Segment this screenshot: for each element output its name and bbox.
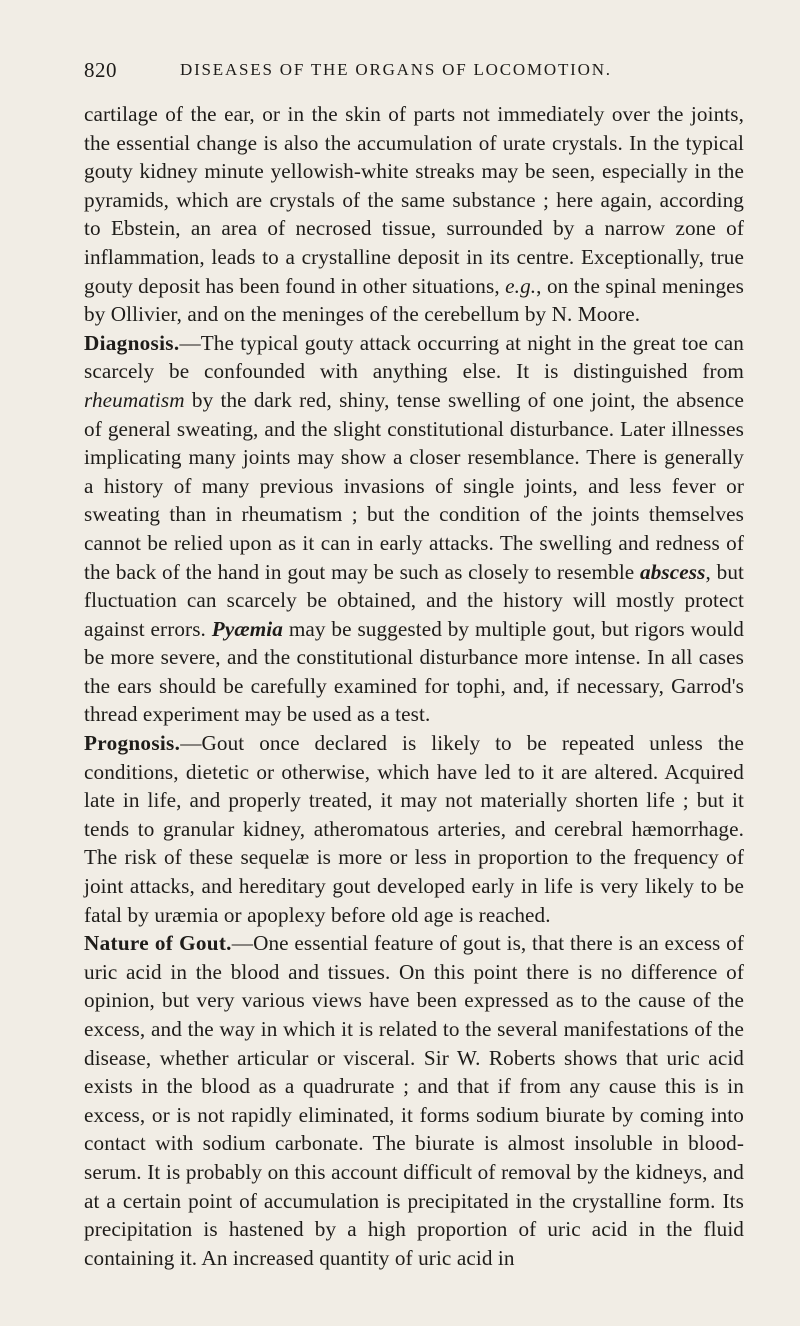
italic-term-rheumatism: rheumatism [84, 387, 185, 412]
italic-abbreviation: e.g. [505, 273, 537, 298]
paragraph-text: may be suggested by multiple gout, but rigors would be more severe, and the constitutional disturbance more intense. In all cases the ears should be carefully examined for tophi, and, if necessary, Garrod's thread experiment may be used as a test. [84, 616, 744, 727]
italic-term-abscess: abscess [640, 559, 706, 584]
section-heading-diagnosis: Diagnosis. [84, 330, 180, 355]
paragraph-text: cartilage of the ear, or in the skin of parts not immediately over the joints, the essential change is also the accumulation of urate crystals. In the typical gouty kidney minute yellowish-white streaks may be seen, especially in the pyramids, which are crystals of the same substance ; here again, according to Ebstein, an area of necrosed tissue, surrounded by a narrow zone of inflammation, leads to a crystalline deposit in its centre. Exceptionally, true gouty deposit has been found in other situations, [84, 102, 744, 298]
section-heading-nature-of-gout: Nature of Gout. [84, 931, 232, 956]
running-head: DISEASES OF THE ORGANS OF LOCOMOTION. [180, 60, 612, 79]
paragraph-nature-of-gout [84, 929, 744, 1272]
body-text [84, 100, 744, 1272]
paragraph-text: by the dark red, shiny, tense swelling of one joint, the absence of general sweating, and the slight constitutional disturbance. Later illnesses implicating many joints may show a closer resemblance. There is generally a history of many previous invasions of single joints, and less fever or sweating than in rheumatism ; but the condition of the joints themselves cannot be relied upon as it can in early attacks. The swelling and redness of the back of the hand in gout may be such as closely to resemble [84, 387, 744, 584]
paragraph-text: —The typical gouty attack occurring at night in the great toe can scarcely be confounded with anything else. It is distinguished from [84, 330, 744, 384]
paragraph-text: —One essential feature of gout is, that there is an excess of uric acid in the blood and tissues. On this point there is no difference of opinion, but very various views have been expressed as to the cause of the excess, and the way in which it is related to the several manifestations of the disease, whether articular or visceral. Sir W. Roberts shows that uric acid exists in the blood as a quadrurate ; and that if from any cause this is in excess, or is not rapidly eliminated, it forms sodium biurate by coming into contact with sodium carbonate. The biurate is almost insoluble in blood-serum. It is probably on this account difficult of removal by the kidneys, and at a certain point of accumulation is precipitated in the crystalline form. Its precipitation is hastened by a high proportion of uric acid in the fluid containing it. An increased quantity of uric acid in [84, 931, 744, 1270]
paragraph-text: —Gout once declared is likely to be repeated unless the conditions, dietetic or otherwise, which have led to it are altered. Acquired late in life, and properly treated, it may not materially shorten life ; but it tends to granular kidney, atheromatous arteries, and cerebral hæmorrhage. The risk of these sequelæ is more or less in proportion to the frequency of joint attacks, and hereditary gout developed early in life is very likely to be fatal by uræmia or apoplexy before old age is reached. [84, 731, 744, 927]
paragraph-prognosis [84, 729, 744, 929]
page-number: 820 [84, 58, 117, 82]
paragraph-diagnosis [84, 329, 744, 729]
paragraph-text: , on the spinal meninges by Ollivier, and on the meninges of the cerebellum by N. Moore. [84, 273, 744, 327]
section-heading-prognosis: Prognosis. [84, 731, 181, 756]
paragraph-continuation [84, 100, 744, 329]
page-header [84, 58, 744, 82]
italic-term-pyaemia: Pyæmia [211, 616, 283, 641]
paragraph-text: , but fluctuation can scarcely be obtained, and the history will mostly protect against errors. [84, 559, 744, 641]
